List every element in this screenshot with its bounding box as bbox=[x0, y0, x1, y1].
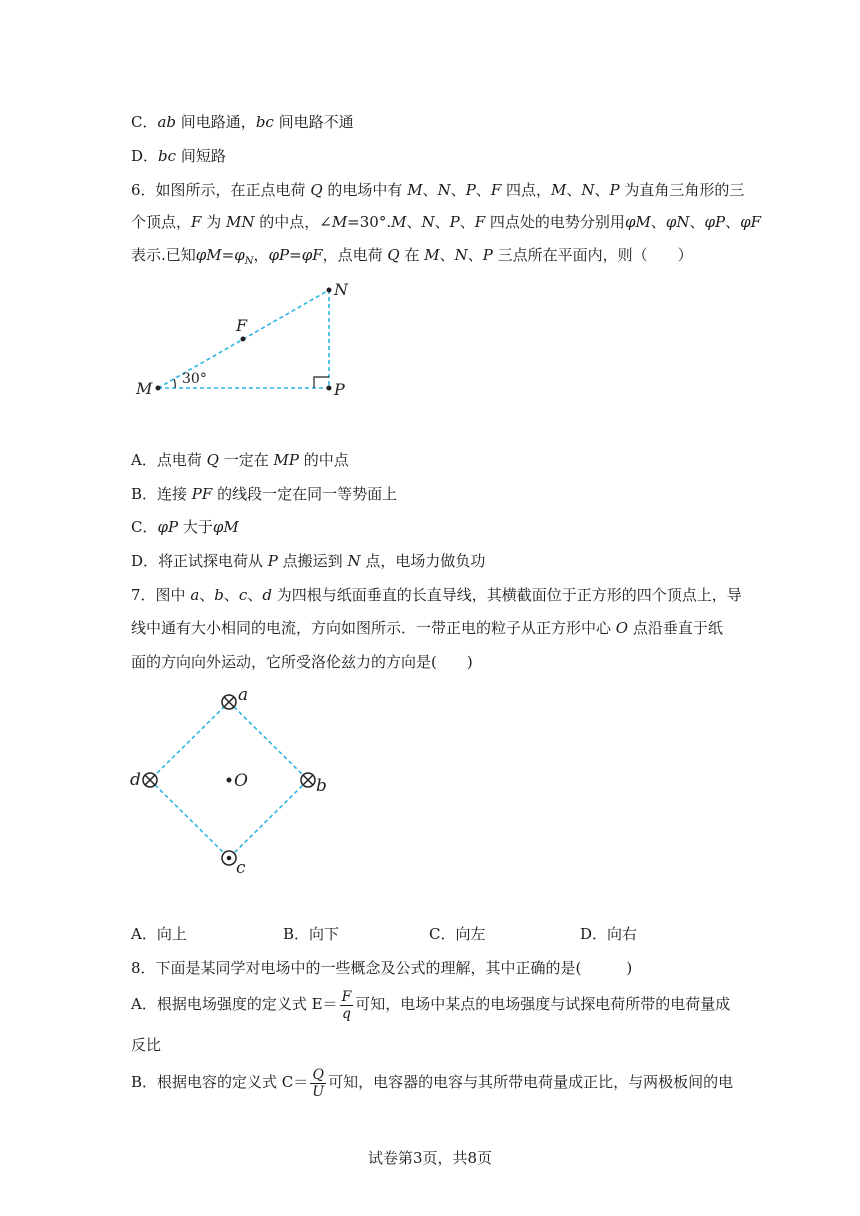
q8-option-a-line2: 反比 bbox=[131, 1036, 162, 1054]
label-c: c bbox=[236, 858, 246, 878]
q7-stem-line1: 7．图中 a、b、c、d 为四根与纸面垂直的长直导线，其横截面位于正方形的四个顶点上，导 bbox=[131, 586, 742, 604]
label-n: N bbox=[334, 280, 348, 299]
wire-b-cross-icon bbox=[301, 773, 315, 787]
point-p bbox=[327, 386, 332, 391]
label-angle: 30° bbox=[182, 371, 207, 387]
wire-c-dot-icon bbox=[222, 851, 236, 865]
q6-triangle-figure bbox=[130, 275, 370, 410]
q6-option-b: B．连接 PF 的线段一定在同一等势面上 bbox=[131, 485, 398, 503]
point-m bbox=[156, 386, 161, 391]
q5-option-c: C．ab 间电路通，bc 间电路不通 bbox=[131, 113, 354, 131]
label-d: d bbox=[130, 770, 141, 790]
label-a: a bbox=[238, 685, 249, 705]
q7-options bbox=[131, 924, 731, 944]
q7-stem-line2: 线中通有大小相同的电流，方向如图所示．一带正电的粒子从正方形中心 O 点沿垂直于纸 bbox=[131, 619, 723, 637]
q7-option-a: A．向上 bbox=[131, 925, 187, 943]
page-footer: 试卷第3页，共8页 bbox=[367, 1149, 493, 1167]
q7-option-c: C．向左 bbox=[429, 925, 486, 943]
q6-stem-line2: 个顶点，F 为 MN 的中点，∠M=30°.M、N、P、F 四点处的电势分别用φM、φN、φP、φF bbox=[131, 213, 762, 231]
q6-option-d: D．将正试探电荷从 P 点搬运到 N 点，电场力做负功 bbox=[131, 552, 486, 570]
label-b: b bbox=[316, 776, 327, 796]
q6-option-c: C．φP 大于φM bbox=[131, 518, 239, 536]
q7-option-b: B．向下 bbox=[283, 925, 340, 943]
label-m: M bbox=[136, 379, 153, 398]
q6-stem-line1: 6．如图所示，在正点电荷 Q 的电场中有 M、N、P、F 四点，M、N、P 为直角三角形的三 bbox=[131, 181, 745, 199]
right-angle-mark bbox=[314, 377, 329, 388]
q5-option-d: D．bc 间短路 bbox=[131, 147, 226, 165]
q8-option-a: A．根据电场强度的定义式 E＝ $\frac{F}{q}$ 可知，电场中某点的电场强度与试探电荷所带的电荷量成 bbox=[131, 988, 731, 1022]
wire-d-cross-icon bbox=[143, 773, 157, 787]
q7-square-figure bbox=[128, 685, 328, 885]
wire-a-cross-icon bbox=[222, 695, 236, 709]
point-n bbox=[327, 288, 332, 293]
q6-stem-line3: 表示.已知$\varphi M=\varphi_N$，φP=φF，点电荷 Q 在 M、N、P 三点所在平面内，则（ ） bbox=[131, 246, 693, 267]
q8-option-b: B．根据电容的定义式 C＝ $\frac{Q}{U}$ 可知，电容器的电容与其所带电荷量成正比，与两极板间的电 bbox=[131, 1066, 734, 1100]
angle-arc bbox=[174, 379, 175, 388]
label-o: O bbox=[234, 771, 248, 791]
q8-stem: 8．下面是某同学对电场中的一些概念及公式的理解，其中正确的是( ) bbox=[131, 959, 633, 977]
label-f: F bbox=[236, 316, 248, 335]
q7-option-d: D．向右 bbox=[580, 925, 638, 943]
q6-option-a: A．点电荷 Q 一定在 MP 的中点 bbox=[131, 451, 349, 469]
fraction-q-over-u: $\frac{Q}{U}$ bbox=[312, 1066, 325, 1100]
label-p: P bbox=[334, 380, 345, 399]
fraction-f-over-q: $\frac{F}{q}$ bbox=[341, 988, 352, 1022]
center-point-o bbox=[227, 778, 232, 783]
q7-stem-line3: 面的方向向外运动，它所受洛伦兹力的方向是( ) bbox=[131, 653, 473, 671]
point-f bbox=[241, 337, 246, 342]
